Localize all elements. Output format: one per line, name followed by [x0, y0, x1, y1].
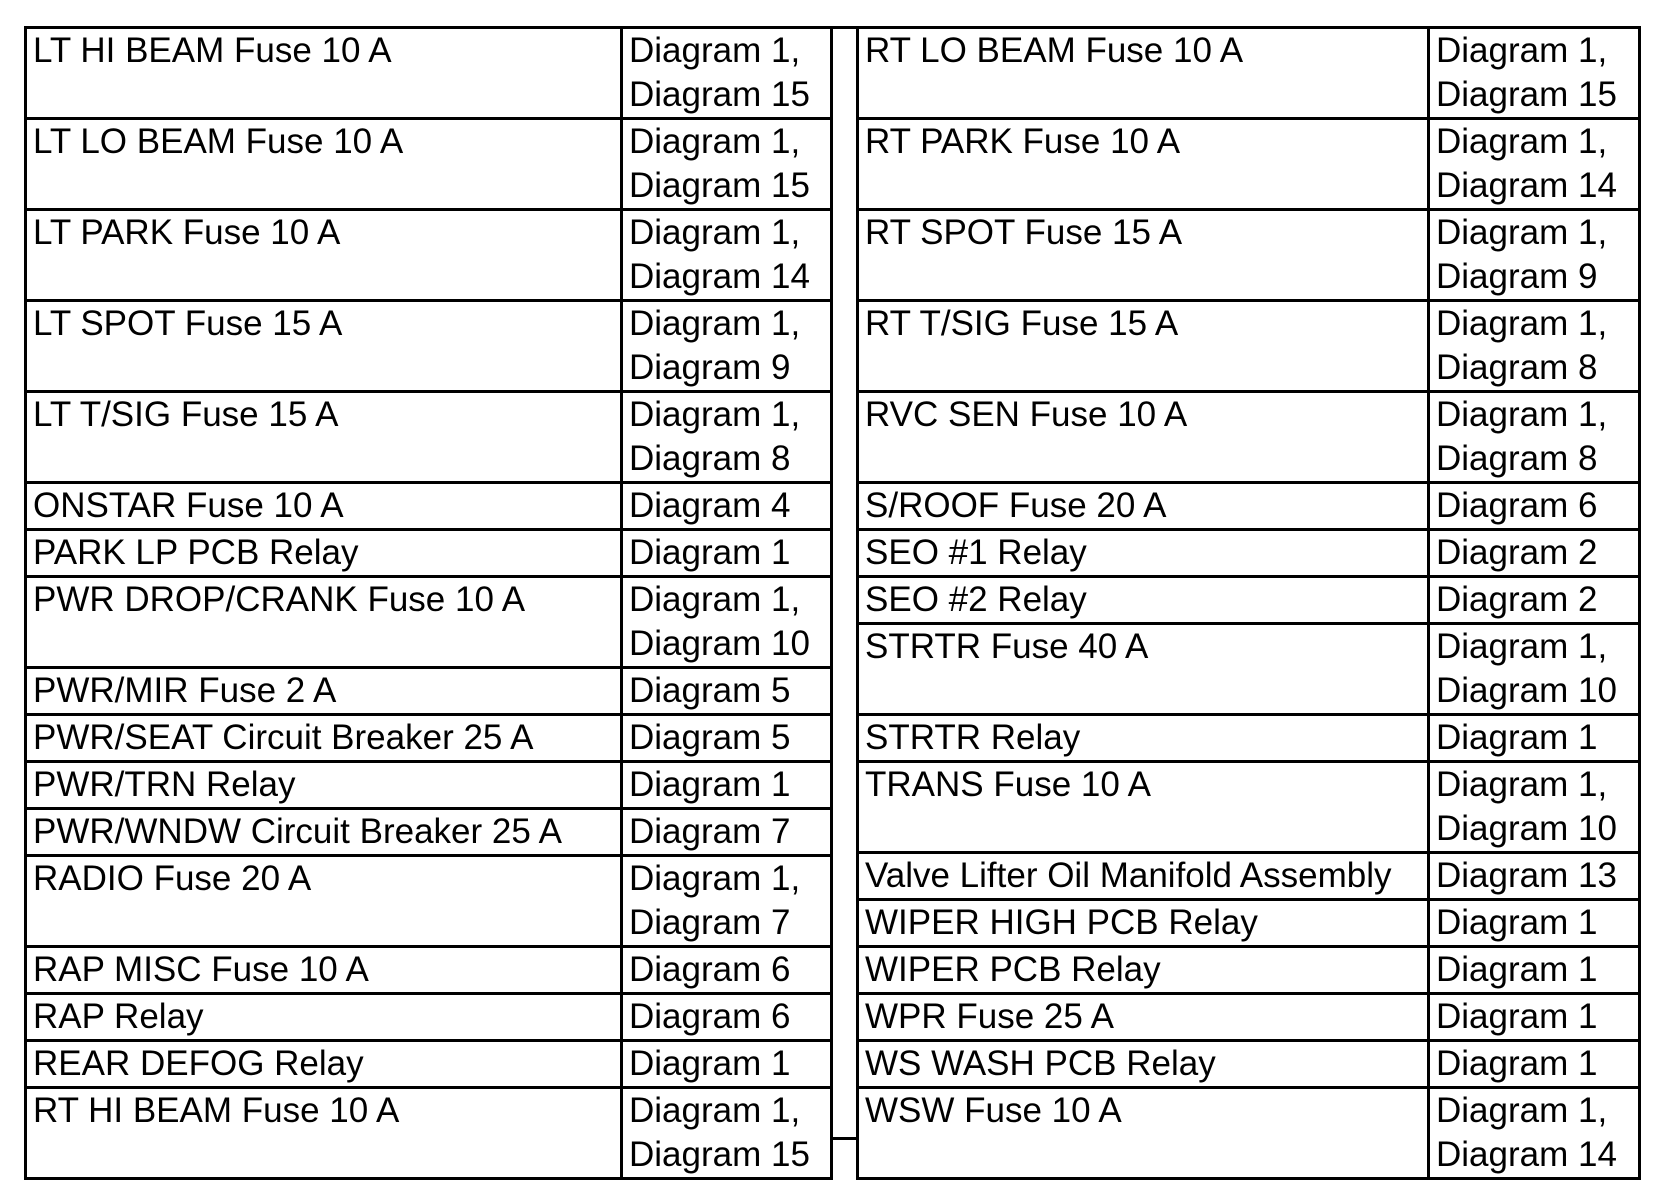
location-cell — [622, 856, 832, 947]
location-text: Diagram 1, — [1436, 395, 1608, 434]
right-table-body — [858, 28, 1640, 1179]
location-cell — [622, 392, 832, 483]
table-row — [858, 392, 1640, 483]
location-cell — [622, 210, 832, 301]
location-text: Diagram 1, — [629, 1091, 801, 1130]
location-text: Diagram 14 — [1436, 166, 1617, 205]
table-row — [26, 301, 832, 392]
location-cell — [622, 483, 832, 530]
location-cell — [1429, 119, 1640, 210]
component-cell: SEO #2 Relay — [858, 577, 1429, 624]
left-fuse-table — [24, 26, 833, 1180]
component-cell: RAP MISC Fuse 10 A — [26, 947, 622, 994]
location-text: Diagram 1 — [629, 765, 791, 804]
location-cell — [1429, 301, 1640, 392]
component-cell: LT T/SIG Fuse 15 A — [26, 392, 622, 483]
location-cell — [1429, 392, 1640, 483]
location-text: Diagram 1, — [629, 122, 801, 161]
table-row — [858, 715, 1640, 762]
location-cell — [1429, 853, 1640, 900]
table-row — [858, 210, 1640, 301]
location-text: Diagram 1 — [629, 1044, 791, 1083]
location-text: Diagram 1, — [1436, 304, 1608, 343]
component-cell: PWR/MIR Fuse 2 A — [26, 668, 622, 715]
table-row — [858, 28, 1640, 119]
location-text: Diagram 1, — [629, 859, 801, 898]
location-cell — [1429, 947, 1640, 994]
location-text: Diagram 1, — [629, 213, 801, 252]
location-cell — [1429, 1088, 1640, 1179]
location-cell — [1429, 624, 1640, 715]
location-text: Diagram 6 — [1436, 486, 1598, 525]
component-cell: STRTR Fuse 40 A — [858, 624, 1429, 715]
location-cell — [622, 1041, 832, 1088]
location-text: Diagram 2 — [1436, 580, 1598, 619]
component-cell: PWR/WNDW Circuit Breaker 25 A — [26, 809, 622, 856]
location-cell — [622, 715, 832, 762]
table-row — [858, 853, 1640, 900]
location-text: Diagram 1, — [1436, 765, 1608, 804]
component-cell: PARK LP PCB Relay — [26, 530, 622, 577]
table-row — [26, 483, 832, 530]
component-cell: WS WASH PCB Relay — [858, 1041, 1429, 1088]
location-cell — [622, 994, 832, 1041]
location-cell — [622, 28, 832, 119]
table-gap — [830, 26, 856, 1140]
component-cell: Valve Lifter Oil Manifold Assembly — [858, 853, 1429, 900]
location-text: Diagram 8 — [629, 439, 791, 478]
location-cell — [1429, 28, 1640, 119]
location-text: Diagram 10 — [1436, 671, 1617, 710]
location-text: Diagram 8 — [1436, 439, 1598, 478]
component-cell: PWR/SEAT Circuit Breaker 25 A — [26, 715, 622, 762]
table-row — [26, 28, 832, 119]
location-text: Diagram 1 — [629, 533, 791, 572]
location-text: Diagram 8 — [1436, 348, 1598, 387]
location-text: Diagram 1, — [1436, 1091, 1608, 1130]
location-cell — [1429, 577, 1640, 624]
table-row — [26, 210, 832, 301]
location-cell — [622, 1088, 832, 1179]
location-cell — [622, 577, 832, 668]
table-row — [858, 119, 1640, 210]
location-text: Diagram 1 — [1436, 1044, 1598, 1083]
location-text: Diagram 9 — [1436, 257, 1598, 296]
location-text: Diagram 7 — [629, 903, 791, 942]
component-cell: WSW Fuse 10 A — [858, 1088, 1429, 1179]
location-cell — [1429, 994, 1640, 1041]
table-row — [858, 577, 1640, 624]
component-cell: RT PARK Fuse 10 A — [858, 119, 1429, 210]
location-text: Diagram 2 — [1436, 533, 1598, 572]
table-row — [26, 119, 832, 210]
table-row — [26, 668, 832, 715]
table-row — [26, 1088, 832, 1179]
table-row — [26, 762, 832, 809]
component-cell: RT HI BEAM Fuse 10 A — [26, 1088, 622, 1179]
table-row — [858, 1088, 1640, 1179]
component-cell: PWR DROP/CRANK Fuse 10 A — [26, 577, 622, 668]
component-cell: LT HI BEAM Fuse 10 A — [26, 28, 622, 119]
component-cell: LT LO BEAM Fuse 10 A — [26, 119, 622, 210]
table-row — [858, 1041, 1640, 1088]
table-row — [26, 392, 832, 483]
location-text: Diagram 1, — [629, 304, 801, 343]
component-cell: LT PARK Fuse 10 A — [26, 210, 622, 301]
location-text: Diagram 6 — [629, 950, 791, 989]
component-cell: RVC SEN Fuse 10 A — [858, 392, 1429, 483]
component-cell: RAP Relay — [26, 994, 622, 1041]
location-text: Diagram 1 — [1436, 718, 1598, 757]
location-cell — [1429, 715, 1640, 762]
component-cell: PWR/TRN Relay — [26, 762, 622, 809]
right-fuse-table — [856, 26, 1641, 1180]
location-text: Diagram 1, — [1436, 31, 1608, 70]
table-row — [858, 947, 1640, 994]
location-cell — [622, 301, 832, 392]
location-text: Diagram 1, — [1436, 122, 1608, 161]
component-cell: STRTR Relay — [858, 715, 1429, 762]
location-cell — [1429, 530, 1640, 577]
location-text: Diagram 15 — [629, 166, 810, 205]
location-cell — [1429, 1041, 1640, 1088]
location-text: Diagram 1 — [1436, 997, 1598, 1036]
location-text: Diagram 5 — [629, 718, 791, 757]
component-cell: RT LO BEAM Fuse 10 A — [858, 28, 1429, 119]
component-cell: WPR Fuse 25 A — [858, 994, 1429, 1041]
location-text: Diagram 1, — [629, 395, 801, 434]
location-cell — [622, 530, 832, 577]
table-row — [858, 301, 1640, 392]
location-text: Diagram 1, — [1436, 627, 1608, 666]
location-text: Diagram 7 — [629, 812, 791, 851]
location-text: Diagram 1 — [1436, 950, 1598, 989]
table-row — [26, 994, 832, 1041]
table-row — [858, 483, 1640, 530]
component-cell: WIPER PCB Relay — [858, 947, 1429, 994]
location-text: Diagram 1, — [1436, 213, 1608, 252]
component-cell: RADIO Fuse 20 A — [26, 856, 622, 947]
location-text: Diagram 15 — [629, 1135, 810, 1174]
table-row — [858, 762, 1640, 853]
location-cell — [1429, 900, 1640, 947]
location-cell — [622, 668, 832, 715]
table-row — [26, 809, 832, 856]
table-row — [26, 856, 832, 947]
table-row — [858, 994, 1640, 1041]
location-cell — [622, 119, 832, 210]
location-cell — [622, 947, 832, 994]
location-text: Diagram 1, — [629, 580, 801, 619]
location-cell — [1429, 483, 1640, 530]
table-row — [26, 1041, 832, 1088]
location-text: Diagram 10 — [1436, 809, 1617, 848]
location-text: Diagram 6 — [629, 997, 791, 1036]
component-cell: REAR DEFOG Relay — [26, 1041, 622, 1088]
location-text: Diagram 10 — [629, 624, 810, 663]
component-cell: RT T/SIG Fuse 15 A — [858, 301, 1429, 392]
location-text: Diagram 14 — [629, 257, 810, 296]
component-cell: S/ROOF Fuse 20 A — [858, 483, 1429, 530]
component-cell: TRANS Fuse 10 A — [858, 762, 1429, 853]
location-text: Diagram 14 — [1436, 1135, 1617, 1174]
table-row — [26, 715, 832, 762]
location-cell — [1429, 762, 1640, 853]
location-text: Diagram 15 — [1436, 75, 1617, 114]
component-cell: LT SPOT Fuse 15 A — [26, 301, 622, 392]
location-text: Diagram 15 — [629, 75, 810, 114]
component-cell: ONSTAR Fuse 10 A — [26, 483, 622, 530]
component-cell: SEO #1 Relay — [858, 530, 1429, 577]
location-cell — [622, 809, 832, 856]
table-row — [858, 530, 1640, 577]
component-cell: RT SPOT Fuse 15 A — [858, 210, 1429, 301]
location-text: Diagram 1, — [629, 31, 801, 70]
location-text: Diagram 13 — [1436, 856, 1617, 895]
table-row — [858, 900, 1640, 947]
location-text: Diagram 9 — [629, 348, 791, 387]
location-text: Diagram 5 — [629, 671, 791, 710]
location-cell — [1429, 210, 1640, 301]
location-text: Diagram 4 — [629, 486, 791, 525]
location-text: Diagram 1 — [1436, 903, 1598, 942]
table-row — [26, 577, 832, 668]
table-row — [26, 947, 832, 994]
component-cell: WIPER HIGH PCB Relay — [858, 900, 1429, 947]
location-cell — [622, 762, 832, 809]
table-row — [26, 530, 832, 577]
table-row — [858, 624, 1640, 715]
left-table-body — [26, 28, 832, 1179]
